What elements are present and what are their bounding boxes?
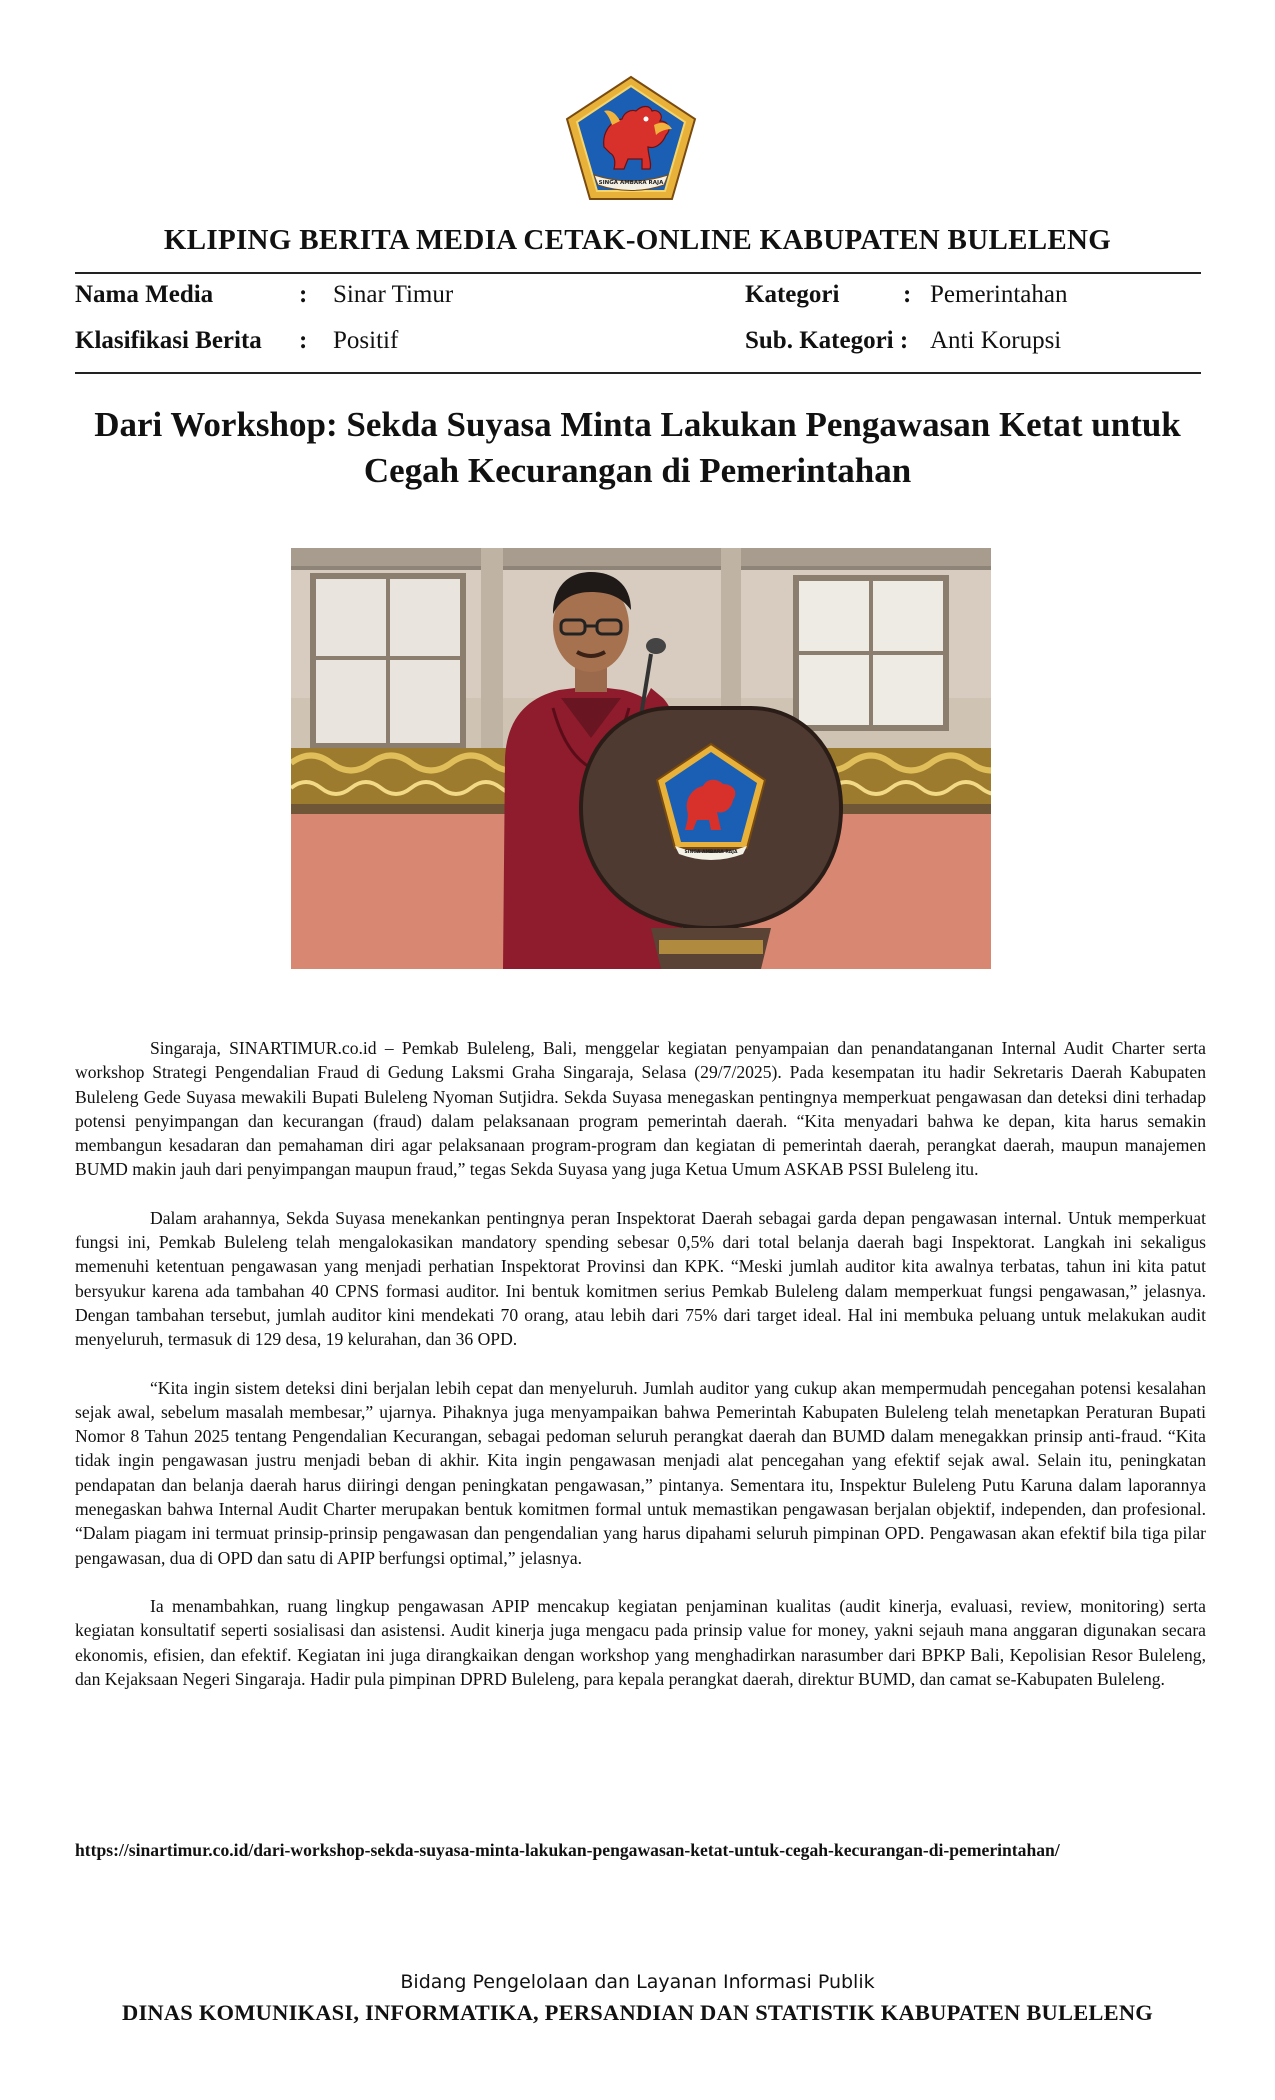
nama-media-label: Nama Media [75, 281, 214, 308]
article-paragraph: Singaraja, SINARTIMUR.co.id – Pemkab Buleleng, Bali, menggelar kegiatan penyampaian dan penandatanganan Internal Audit Charter serta workshop Strategi Pengendalian Fraud di Gedung Laksmi Graha Singaraja, Selasa (29/7/2025). Pada kesempatan itu hadir Sekretaris Daerah Kabupaten Buleleng Gede Suyasa mewakili Bupati Buleleng Nyoman Sutjidra. Sekda Suyasa menegaskan pentingnya memperkuat pengawasan dan deteksi dini terhadap potensi penyimpangan dan kecurangan (fraud) dalam pelaksanaan program pemerintah daerah. “Kita menyadari bahwa ke depan, kita harus semakin membangun kesadaran dan pemahaman diri agar pelaksanaan program-program dan kegiatan di pemerintah daerah, perangkat daerah, maupun manajemen BUMD makin jauh dari penyimpangan maupun fraud,” tegas Sekda Suyasa yang juga Ketua Umum ASKAB PSSI Buleleng itu. [75, 1038, 1206, 1180]
article-paragraph: Dalam arahannya, Sekda Suyasa menekankan pentingnya peran Inspektorat Daerah sebagai garda depan pengawasan internal. Untuk memperkuat fungsi ini, Pemkab Buleleng telah mengalokasikan mandatory spending sebesar 0,5% dari total belanja daerah bagi Inspektorat. Langkah ini sekaligus memenuhi ketentuan pengawasan yang menjadi perhatian Inspektorat Provinsi dan KPK. “Meski jumlah auditor kita awalnya terbatas, tahun ini kita patut bersyukur karena ada tambahan 40 CPNS formasi auditor. Ini bentuk komitmen serius Pemkab Buleleng dalam memperkuat fungsi pengawasan,” jelasnya. Dengan tambahan tersebut, jumlah auditor kini mendekati 70 orang, atau lebih dari 75% dari target ideal. Hal ini membuka peluang untuk melakukan audit menyeluruh, termasuk di 129 desa, 19 kelurahan, dan 36 OPD. [75, 1207, 1206, 1350]
news-photo [291, 548, 991, 969]
kategori-label: Kategori [745, 281, 840, 308]
clipping-title: KLIPING BERITA MEDIA CETAK-ONLINE KABUPATEN BULELENG [163, 224, 1112, 256]
article-paragraph: “Kita ingin sistem deteksi dini berjalan lebih cepat dan menyeluruh. Jumlah auditor yang cukup akan mempermudah pencegahan potensi kesalahan sejak awal, sebelum masalah membesar,” ujarnya. Pihaknya juga menyampaikan bahwa Pemerintah Kabupaten Buleleng telah menetapkan Peraturan Bupati Nomor 8 Tahun 2025 tentang Pengendalian Kecurangan, sebagai pedoman seluruh perangkat daerah dan BUMD dalam menegakkan prinsip anti-fraud. “Kita tidak ingin pengawasan justru menjadi beban di akhir. Kita ingin pengawasan menjadi alat pencegahan yang efektif sejak awal. Selain itu, peningkatan pendapatan dan belanja daerah harus diiringi dengan peningkatan pengawasan,” pintanya. Sementara itu, Inspektur Buleleng Putu Karuna dalam laporannya menegaskan bahwa Internal Audit Charter merupakan bentuk komitmen formal untuk memastikan pengawasan berjalan objektif, independen, dan profesional. “Dalam piagam ini termuat prinsip-prinsip pengawasan dan pengendalian yang harus dipahami seluruh pimpinan OPD. Pengawasan akan efektif bila tiga pilar pengawasan, dua di OPD dan satu di APIP berfungsi optimal,” jelasnya. [75, 1377, 1206, 1568]
divider-bottom [75, 372, 1201, 374]
klasifikasi-separator: : [299, 327, 308, 354]
footer-agency: DINAS KOMUNIKASI, INFORMATIKA, PERSANDIAN DAN STATISTIK KABUPATEN BULELENG [122, 2000, 1153, 2025]
sub-kategori-label: Sub. Kategori : [745, 327, 909, 354]
source-link[interactable]: https://sinartimur.co.id/dari-workshop-sekda-suyasa-minta-lakukan-pengawasan-ketat-untuk-cegah-kecurangan-di-pemerintahan/ [75, 1840, 1060, 1860]
nama-media-value: Sinar Timur [333, 281, 454, 308]
meta-row-1 [0, 281, 1275, 317]
kabupaten-buleleng-logo [564, 75, 698, 201]
meta-row-2 [0, 327, 1275, 363]
logo-motto: SINGA AMBARA RAJA [598, 180, 664, 186]
kategori-separator: : [903, 281, 912, 308]
kategori-value: Pemerintahan [930, 281, 1068, 308]
klasifikasi-value: Positif [333, 327, 399, 354]
podium-logo-motto: SINGA AMBARA RAJA [684, 850, 738, 855]
divider-top [75, 272, 1201, 274]
sub-kategori-value: Anti Korupsi [930, 327, 1062, 354]
article-body [75, 1036, 1206, 1715]
news-headline: Dari Workshop: Sekda Suyasa Minta Lakukan Pengawasan Ketat untuk Cegah Kecurangan di Pemerintahan [94, 405, 1181, 490]
article-paragraph: Ia menambahkan, ruang lingkup pengawasan APIP mencakup kegiatan penjaminan kualitas (audit kinerja, evaluasi, review, monitoring) serta kegiatan konsultatif seperti sosialisasi dan asistensi. Audit kinerja juga mengacu pada prinsip value for money, yakni sejauh mana anggaran digunakan secara ekonomis, efisien, dan efektif. Kegiatan ini juga dirangkaikan dengan workshop yang menghadirkan narasumber dari BPKP Bali, Kepolisian Resor Buleleng, dan Kejaksaan Negeri Singaraja. Hadir pula pimpinan DPRD Buleleng, para kepala perangkat daerah, direktur BUMD, dan camat se-Kabupaten Buleleng. [75, 1595, 1206, 1689]
nama-media-separator: : [299, 281, 308, 308]
footer-unit: Bidang Pengelolaan dan Layanan Informasi Publik [400, 1971, 875, 1993]
klasifikasi-label: Klasifikasi Berita [75, 327, 262, 354]
